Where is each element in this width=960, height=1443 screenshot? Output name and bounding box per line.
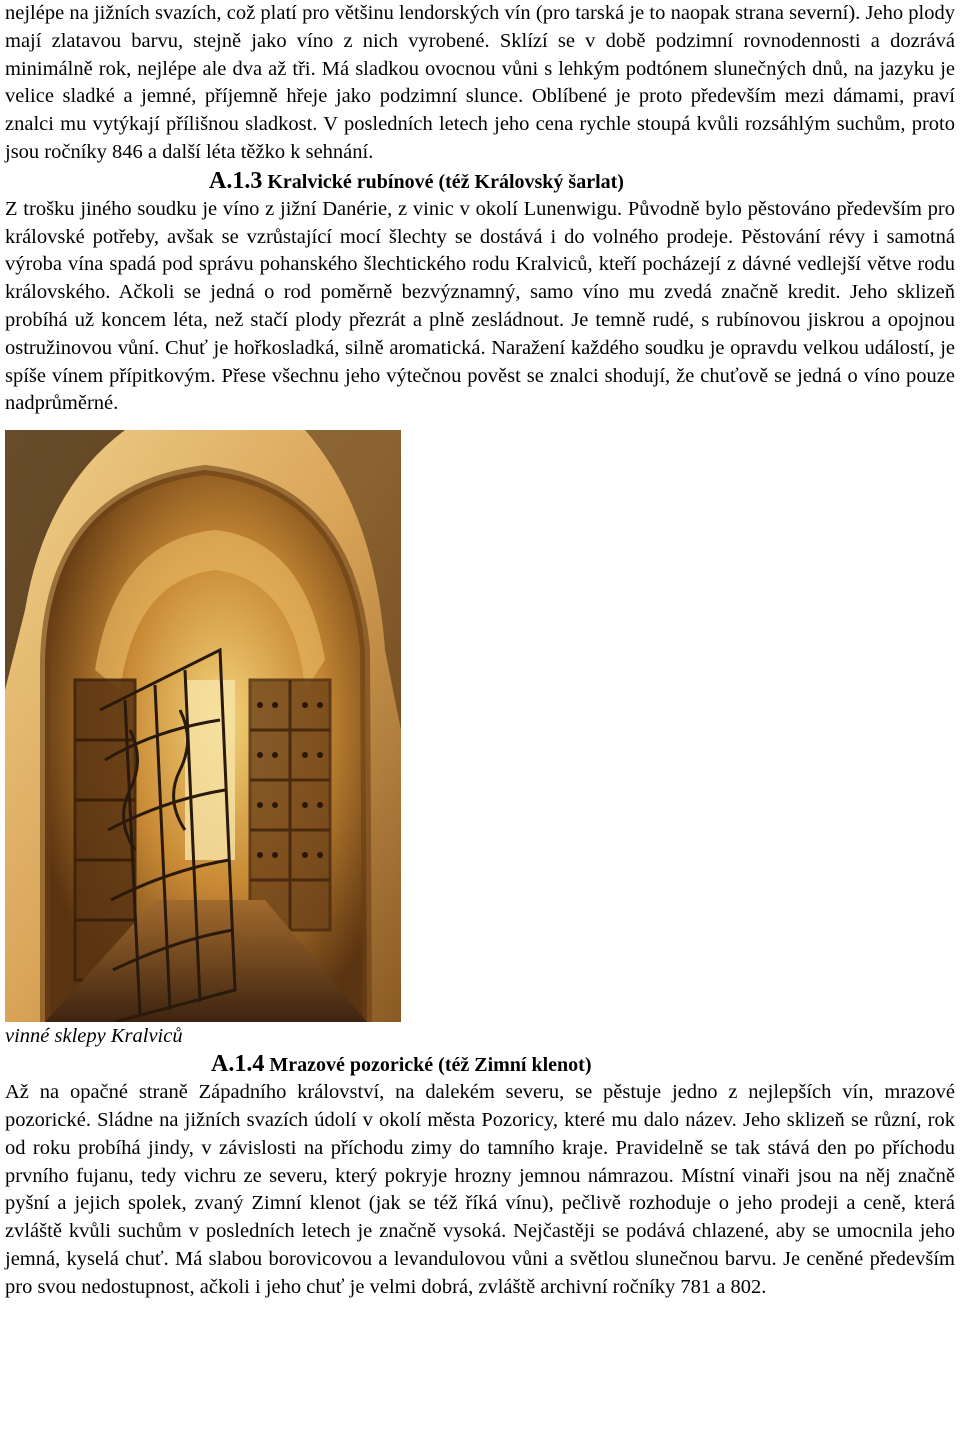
section-heading-a14 <box>5 1050 955 1079</box>
section-title: Kralvické rubínové (též Královský šarlat) <box>267 170 624 193</box>
section-number: A.1.3 <box>209 167 263 194</box>
intro-paragraph: nejlépe na jižních svazích, což platí pro většinu lendorských vín (pro tarská je to naopak strana severní). Jeho plody mají zlatavou barvu, stejně jako víno z nich vyrobené. Sklízí se v době podzimní rovnodennosti a dozrává minimálně rok, nejlépe ale dva až tři. Má sladkou ovocnou vůni s lehkým podtónem slunečných dnů, na jazyku je velice sladké a jemné, příjemně hřeje jako podzimní slunce. Oblíbené je proto především mezi dámami, praví znalci mu vytýkají přílišnou sladkost. V posledních letech jeho cena rychle stoupá kvůli rozsáhlým suchům, proto jsou ročníky 846 a další léta těžko k sehnání. <box>5 2 955 163</box>
section-a14-paragraph: Až na opačné straně Západního království, na dalekém severu, se pěstuje jedno z nejlepších vín, mrazové pozorické. Sládne na jižních svazích údolí v okolí města Pozoricy, které mu dalo název. Jeho sklizeň se různí, rok od roku probíhá jindy, v závislosti na příchodu zimy do tamního kraje. Pravidelně se tak stává den po příchodu prvního fujanu, tedy vichru ze severu, který pokryje hrozny jemnou námrazou. Místní vinaři jsou na něj značně pyšní a jejich spolek, zvaný Zimní klenot (jak se též říká vínu), pečlivě rozhoduje o jeho prodeji a ceně, která zvláště kvůli suchům v posledních letech je značně vysoká. Nejčastěji se podává chlazené, aby se umocnila jeho jemná, kyselá chuť. Má slabou borovicovou a levandulovou vůni a světlou slunečnou barvu. Je ceněné především pro svou nedostupnost, ačkoli i jeho chuť je velmi dobrá, zvláště archivní ročníky 781 a 802. <box>5 1081 955 1298</box>
document-page <box>5 0 955 1302</box>
section-heading-a13 <box>5 167 955 196</box>
wine-cellar-photo <box>5 430 401 1022</box>
section-title: Mrazové pozorické (též Zimní klenot) <box>269 1054 592 1077</box>
section-number: A.1.4 <box>211 1051 265 1078</box>
section-a13-paragraph: Z trošku jiného soudku je víno z jižní Danérie, z vinic v okolí Lunenwigu. Původně bylo pěstováno především pro královské potřeby, avšak se vzrůstající mocí šlechty se dostává i do volného prodeje. Pěstování révy i samotná výroba vína spadá pod správu pohanského šlechtického rodu Kralviců, kteří pocházejí z dávné vedlejší větve rodu královského. Ačkoli se jedná o rod poměrně bezvýznamný, samo víno mu zvedá značně kredit. Jeho sklizeň probíhá už koncem léta, než stačí plody přezrát a plně zesládnout. Je temně rudé, s rubínovou jiskrou a opojnou ostružinovou vůní. Chuť je hořkosladká, silně aromatická. Naražení každého soudku je opravdu velkou událostí, je spíše vínem přípitkovým. Přese všechnu jeho výtečnou pověst se znalci shodují, že chuťově se jedná o víno pouze nadprůměrné. <box>5 197 955 415</box>
figure-caption: vinné sklepy Kralviců <box>5 1025 183 1048</box>
